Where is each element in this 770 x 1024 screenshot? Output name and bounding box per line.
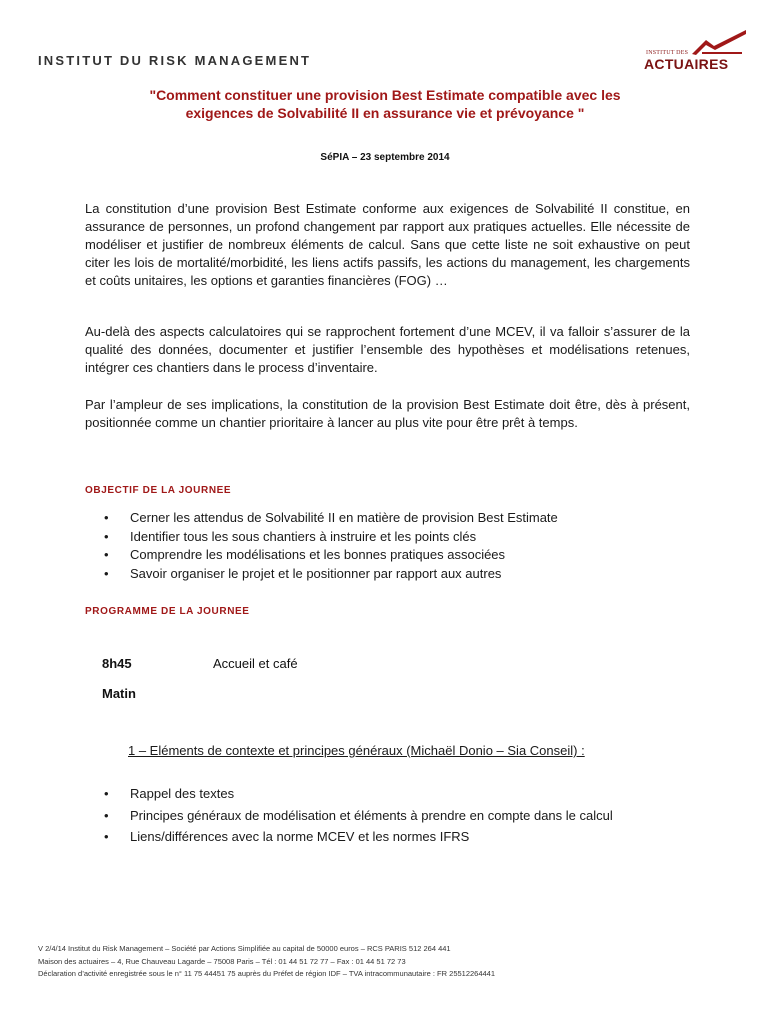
- title-line-1: "Comment constituer une provision Best Estimate compatible avec les: [149, 87, 621, 103]
- page-footer: [38, 943, 738, 981]
- list-item: • Rappel des textes: [104, 783, 613, 805]
- footer-line-3: Déclaration d’activité enregistrée sous le n° 11 75 44451 75 auprès du Préfet de région IDF – TVA intracommunautaire : FR 25512264441: [38, 969, 496, 978]
- session-label: Matin: [102, 686, 136, 701]
- objectif-list: [104, 509, 558, 583]
- list-item: • Principes généraux de modélisation et éléments à prendre en compte dans le calcul: [104, 805, 613, 827]
- event-date: SéPIA – 23 septembre 2014: [320, 152, 450, 163]
- list-item: • Liens/différences avec la norme MCEV et les normes IFRS: [104, 826, 613, 848]
- document-title: [60, 86, 710, 122]
- programme-list: [104, 783, 613, 848]
- objectif-heading: OBJECTIF DE LA JOURNEE: [85, 485, 232, 496]
- footer-line-2: Maison des actuaires – 4, Rue Chauveau Lagarde – 75008 Paris – Tél : 01 44 51 72 77 – Fax : 01 44 51 72 73: [38, 956, 406, 966]
- actuaires-logo: [640, 28, 748, 72]
- module-title: 1 – Eléments de contexte et principes généraux (Michaël Donio – Sia Conseil) :: [128, 743, 585, 758]
- intro-paragraph-2: Au-delà des aspects calculatoires qui se rapprochent fortement d’une MCEV, il va falloir s’assurer de la qualité des données, documenter et justifier l’ensemble des hypothèses et modélisations retenues, intégrer ces chantiers dans le process d’inventaire.: [85, 324, 690, 375]
- intro-paragraph-3: Par l’ampleur de ses implications, la constitution de la provision Best Estimate doit être, dès à présent, positionnée comme un chantier prioritaire à lancer au plus vite pour être prêt à temps.: [85, 397, 690, 430]
- schedule-description: Accueil et café: [213, 656, 298, 671]
- logo-small-text: INSTITUT DES: [646, 50, 689, 56]
- title-line-2: exigences de Solvabilité II en assurance vie et prévoyance ": [185, 105, 585, 121]
- programme-heading: PROGRAMME DE LA JOURNEE: [85, 606, 250, 617]
- schedule-time: 8h45: [102, 656, 132, 671]
- list-item: • Cerner les attendus de Solvabilité II en matière de provision Best Estimate: [104, 509, 558, 528]
- logo-big-text: ACTUAIRES: [644, 56, 729, 72]
- organization-header: INSTITUT DU RISK MANAGEMENT: [38, 53, 312, 68]
- list-item: • Comprendre les modélisations et les bonnes pratiques associées: [104, 546, 558, 565]
- footer-line-1: V 2/4/14 Institut du Risk Management – Société par Actions Simplifiée au capital de 50000 euros – RCS PARIS 512 264 441: [38, 944, 451, 953]
- intro-paragraph-1: La constitution d’une provision Best Estimate conforme aux exigences de Solvabilité II constitue, en assurance de personnes, un profond changement par rapport aux pratiques actuelles. Elle nécessite de modéliser et justifier de nombreux éléments de calcul. Sans que cette liste ne soit exhaustive on peut citer les lois de mortalité/morbidité, les liens actifs passifs, les actions du management, les chargements et coûts unitaires, les options et garanties financières (FOG) …: [85, 201, 690, 288]
- list-item: • Savoir organiser le projet et le positionner par rapport aux autres: [104, 565, 558, 584]
- list-item: • Identifier tous les sous chantiers à instruire et les points clés: [104, 528, 558, 547]
